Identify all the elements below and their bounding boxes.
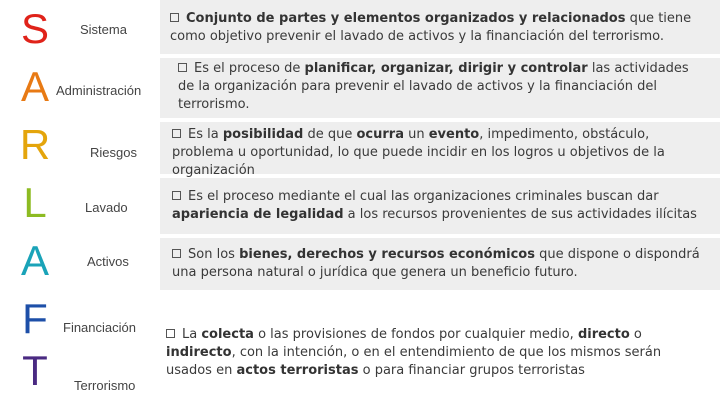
definition-text-segment: La <box>182 327 202 342</box>
definition-text-segment: ocurra <box>356 127 404 142</box>
definition-text-segment: Es el proceso mediante el cual las organizaciones criminales buscan dar <box>188 189 659 204</box>
definition-text-segment: Es la <box>188 127 223 142</box>
definition-text-segment: apariencia de legalidad <box>172 207 344 222</box>
definition-text-segment: indirecto <box>166 345 232 360</box>
definition-text-segment: un <box>403 127 429 142</box>
definition-text-segment: , con la intención, o en el entendimiento de que los mismos serán usados en <box>166 345 662 378</box>
checkbox-square-icon <box>178 63 187 72</box>
definition-text-segment: directo <box>577 327 630 342</box>
definition-text-segment: Conjunto de partes y elementos organizados y relacionados <box>186 11 626 26</box>
definition-sistema <box>170 10 700 46</box>
acronym-letter-a-activos: A <box>20 237 49 284</box>
definition-text-segment: que dispone o dispondrá una persona natural o jurídica que genera un beneficio futuro. <box>172 247 700 280</box>
checkbox-square-icon <box>172 129 181 138</box>
definition-text-segment: posibilidad <box>222 127 304 142</box>
definition-text-segment: Son los <box>188 247 240 262</box>
term-financiacion: Financiación <box>63 320 136 335</box>
definition-administracion <box>178 60 700 114</box>
definition-text-segment: colecta <box>201 327 254 342</box>
definition-text-segment: a los recursos provenientes de sus actividades ilícitas <box>343 207 697 222</box>
checkbox-square-icon <box>170 13 179 22</box>
acronym-letter-t: T <box>22 347 48 394</box>
definition-financiacion <box>166 326 686 380</box>
definition-lavado <box>172 188 702 224</box>
definition-text-segment: Es el proceso de <box>194 61 305 76</box>
checkbox-square-icon <box>172 249 181 258</box>
acronym-letter-f: F <box>22 295 48 342</box>
acronym-letter-l: L <box>23 179 47 226</box>
term-activos: Activos <box>87 254 129 269</box>
definition-text-segment: o las provisiones de fondos por cualquier medio, <box>253 327 578 342</box>
term-sistema: Sistema <box>80 22 127 37</box>
term-lavado: Lavado <box>85 200 128 215</box>
term-terrorismo: Terrorismo <box>74 378 136 393</box>
acronym-letter-a-administracion: A <box>20 63 49 110</box>
definition-text-segment: evento <box>428 127 480 142</box>
acronym-letter-r: R <box>19 121 51 168</box>
definition-riesgos <box>172 126 706 180</box>
acronym-letter-s: S <box>20 5 49 52</box>
definition-text-segment: o <box>629 327 642 342</box>
checkbox-square-icon <box>172 191 181 200</box>
definition-text-segment: actos terroristas <box>236 363 359 378</box>
definition-activos <box>172 246 702 282</box>
definition-text-segment: o para financiar grupos terroristas <box>358 363 585 378</box>
checkbox-square-icon <box>166 329 175 338</box>
definition-text-segment: bienes, derechos y recursos económicos <box>239 247 535 262</box>
definition-text-segment: las actividades de la organización para prevenir el lavado de activos y la financiación del terrorismo. <box>178 61 689 112</box>
term-administracion: Administración <box>56 83 142 98</box>
definition-text-segment: planificar, organizar, dirigir y controlar <box>304 61 588 76</box>
definition-text-segment: , impedimento, obstáculo, problema u oportunidad, lo que puede incidir en los logros u objetivos de la organización <box>172 127 665 178</box>
term-riesgos: Riesgos <box>90 145 137 160</box>
definition-text-segment: que tiene como objetivo prevenir el lavado de activos y la financiación del terrorismo. <box>170 11 692 44</box>
definition-text-segment: de que <box>303 127 357 142</box>
